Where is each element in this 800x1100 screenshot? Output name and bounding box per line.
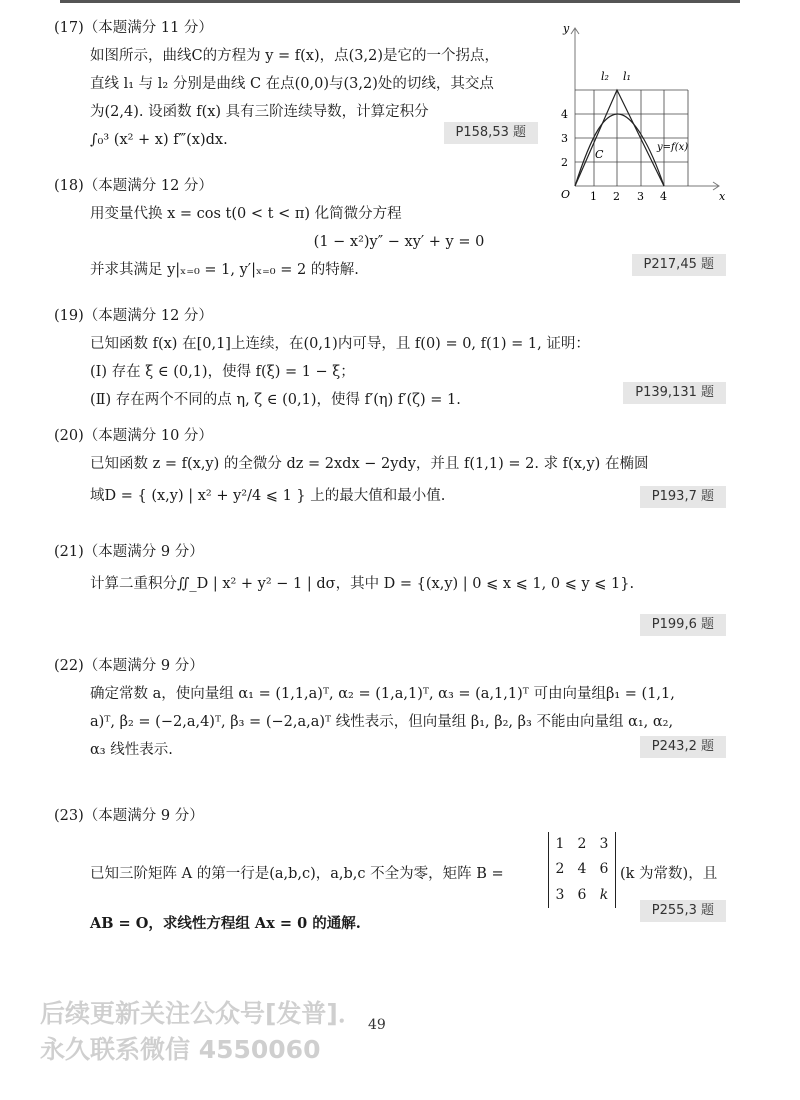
- y-axis-label: y: [563, 22, 570, 35]
- page-number: 49: [368, 1017, 386, 1033]
- question-text: (Ⅱ) 存在两个不同的点 η, ζ ∈ (0,1)，使得 f′(η) f′(ζ) = 1.: [90, 392, 461, 408]
- reference-tag: P217,45 题: [632, 254, 726, 276]
- x-tick-label: 4: [660, 190, 667, 202]
- matrix-b: [548, 832, 616, 908]
- question-22: [54, 652, 744, 764]
- question-21: [54, 538, 744, 632]
- matrix-cell: 2: [577, 836, 587, 852]
- y-tick-label: 3: [561, 132, 568, 145]
- reference-tag: P193,7 题: [640, 486, 726, 508]
- y-tick-label: 2: [561, 156, 568, 169]
- origin-label: O: [561, 188, 571, 201]
- reference-tag: P243,2 题: [640, 736, 726, 758]
- question-text: 已知三阶矩阵 A 的第一行是(a,b,c)，a,b,c 不全为零，矩阵 B =: [90, 866, 504, 882]
- question-header: (20)（本题满分 10 分）: [54, 428, 213, 444]
- question-header: (19)（本题满分 12 分）: [54, 308, 213, 324]
- x-axis-label: x: [719, 190, 726, 202]
- matrix-cell: 6: [599, 861, 609, 878]
- question-text: 用变量代换 x = cos t(0 < t < π) 化简微分方程: [90, 206, 402, 222]
- matrix-cell: 1: [555, 836, 565, 852]
- question-text: 为(2,4). 设函数 f(x) 具有三阶连续导数，计算定积分: [90, 104, 429, 120]
- question-text: AB = O，求线性方程组 Ax = 0 的通解.: [90, 915, 361, 932]
- function-label: y=f(x): [657, 142, 689, 153]
- question-header: (22)（本题满分 9 分）: [54, 658, 204, 674]
- question-text: 已知函数 z = f(x,y) 的全微分 dz = 2xdx − 2ydy，并且 f(1,1) = 2. 求 f(x,y) 在椭圆: [90, 456, 649, 472]
- question-text: α₃ 线性表示.: [90, 742, 173, 758]
- x-tick-label: 3: [637, 190, 644, 202]
- l1-label: l₁: [623, 70, 631, 83]
- y-tick-label: 4: [561, 108, 568, 121]
- curve-label: C: [595, 148, 604, 161]
- question-text: 并求其满足 y|ₓ₌₀ = 1, y′|ₓ₌₀ = 2 的特解.: [90, 262, 359, 278]
- question-text: 确定常数 a，使向量组 α₁ = (1,1,a)ᵀ, α₂ = (1,a,1)ᵀ, α₃ = (a,1,1)ᵀ 可由向量组β₁ = (1,1,: [90, 686, 675, 702]
- matrix-row: [54, 832, 744, 910]
- question-text: (Ⅰ) 存在 ξ ∈ (0,1)，使得 f(ξ) = 1 − ξ；: [90, 364, 355, 380]
- question-18: [54, 172, 744, 284]
- question-20: [54, 422, 744, 514]
- matrix-cell: 4: [577, 861, 587, 878]
- question-header: (23)（本题满分 9 分）: [54, 808, 204, 824]
- watermark-line: 永久联系微信 4550060: [40, 1035, 321, 1064]
- question-text: 如图所示，曲线C的方程为 y = f(x)，点(3,2)是它的一个拐点，: [90, 48, 499, 64]
- reference-tag: P158,53 题: [444, 122, 538, 144]
- reference-tag: P199,6 题: [640, 614, 726, 636]
- equation: (1 − x²)y″ − xy′ + y = 0: [313, 234, 485, 250]
- matrix-cell: 3: [555, 886, 565, 903]
- question-header: (21)（本题满分 9 分）: [54, 544, 204, 560]
- reference-tag: P255,3 题: [640, 900, 726, 922]
- matrix-cell: k: [599, 886, 609, 903]
- matrix-cell: 3: [599, 836, 609, 852]
- matrix-cell: 2: [555, 861, 565, 878]
- question-text: 已知函数 f(x) 在[0,1]上连续，在(0,1)内可导，且 f(0) = 0, f(1) = 1, 证明：: [90, 336, 590, 352]
- x-tick-label: 2: [613, 190, 620, 202]
- question-header: (18)（本题满分 12 分）: [54, 178, 213, 194]
- top-rule: [60, 0, 740, 3]
- question-text: a)ᵀ, β₂ = (−2,a,4)ᵀ, β₃ = (−2,a,a)ᵀ 线性表示，但向量组 β₁, β₂, β₃ 不能由向量组 α₁, α₂,: [90, 714, 674, 730]
- watermark-line: 后续更新关注公众号[发普]．: [40, 999, 363, 1028]
- question-text: 计算二重积分∬_D | x² + y² − 1 | dσ，其中 D = {(x,y) | 0 ⩽ x ⩽ 1, 0 ⩽ y ⩽ 1}.: [90, 576, 635, 592]
- question-text: (k 为常数)，且: [620, 866, 718, 882]
- question-header: (17)（本题满分 11 分）: [54, 20, 213, 36]
- question-text: 直线 l₁ 与 l₂ 分别是曲线 C 在点(0,0)与(3,2)处的切线，其交点: [90, 76, 494, 92]
- l2-label: l₂: [601, 70, 609, 83]
- matrix-cell: 6: [577, 886, 587, 903]
- reference-tag: P139,131 题: [623, 382, 726, 404]
- footer-watermark: [40, 996, 363, 1068]
- question-text: ∫₀³ (x² + x) f‴(x)dx.: [90, 132, 228, 148]
- question-23: [54, 802, 744, 938]
- question-19: [54, 302, 744, 414]
- question-text: 域D = { (x,y) | x² + y²/4 ⩽ 1 } 上的最大值和最小值.: [90, 488, 446, 504]
- x-tick-label: 1: [590, 190, 597, 202]
